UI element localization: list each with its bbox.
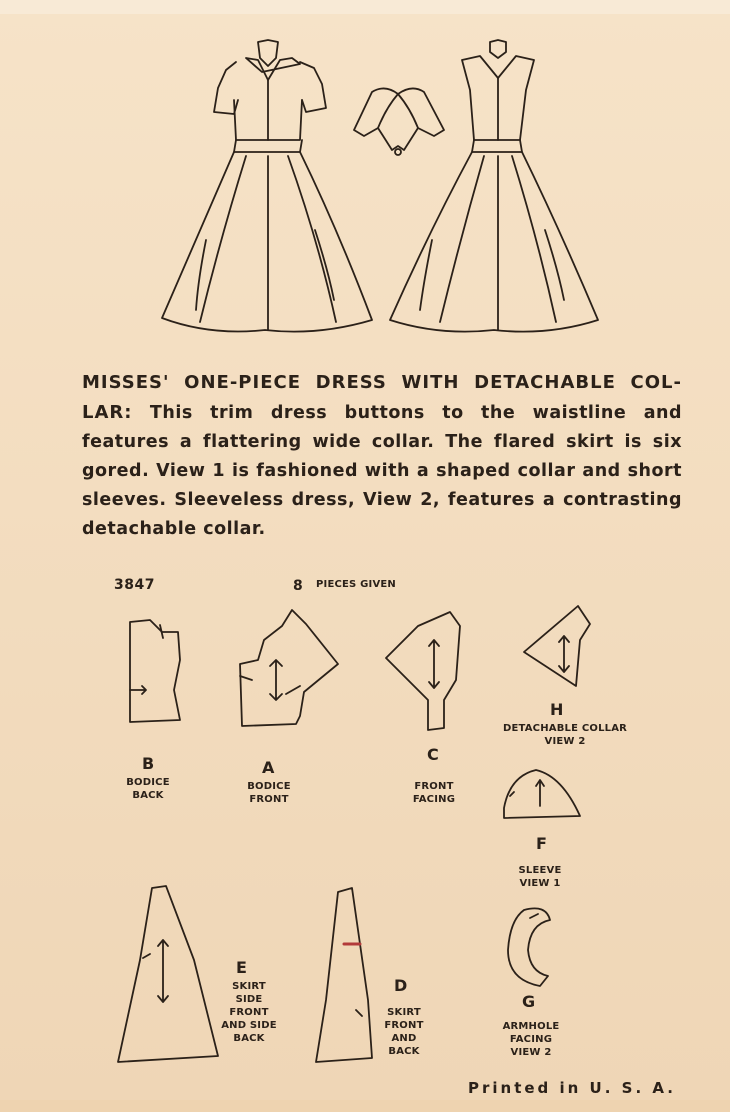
piece-f-letter: F (536, 834, 547, 853)
pieces-given-label: PIECES GIVEN (316, 579, 397, 590)
piece-e-letter: E (236, 958, 247, 977)
piece-b-shape (130, 620, 180, 722)
piece-g-shape (508, 908, 550, 986)
dress-view-2-illustration (390, 40, 598, 332)
description-lead: MISSES' ONE-PIECE DRESS WITH DETACHABLE COL-LAR: (82, 372, 682, 423)
piece-c-shape (386, 612, 460, 730)
piece-d-shape (316, 888, 372, 1062)
piece-e-shape (118, 886, 218, 1062)
piece-a-name: BODICE FRONT (247, 781, 291, 805)
piece-h-letter: H (550, 700, 564, 719)
pieces-count: 8 (293, 578, 304, 594)
piece-d-name: SKIRT FRONT AND BACK (384, 1007, 424, 1057)
piece-c-name: FRONT FACING (412, 781, 456, 805)
pattern-number: 3847 (114, 577, 155, 593)
piece-c-letter: C (427, 745, 439, 764)
printed-in-usa: Printed in U. S. A. (468, 1079, 676, 1097)
piece-g-name: ARMHOLE FACING VIEW 2 (502, 1021, 560, 1058)
pattern-description (82, 368, 682, 544)
dress-view-1-illustration (162, 40, 372, 332)
piece-g-letter: G (522, 992, 536, 1011)
piece-h-name: DETACHABLE COLLAR VIEW 2 (502, 723, 628, 747)
piece-a-shape (240, 610, 338, 726)
piece-f-name: SLEEVE VIEW 1 (518, 865, 562, 889)
detachable-collar-illustration (354, 88, 444, 155)
piece-d-letter: D (394, 976, 408, 995)
description-body: This trim dress buttons to the waistline and features a flattering wide collar. The flared skirt is six gored. View 1 is fashioned with a shaped collar and short sleeves. Sleeveless dress, View 2, features a contrasting detachable collar. (82, 403, 682, 539)
piece-b-letter: B (142, 754, 155, 773)
piece-h-shape (524, 606, 590, 686)
piece-e-name: SKIRT SIDE FRONT AND SIDE BACK (221, 981, 277, 1044)
piece-f-shape (504, 770, 580, 818)
piece-b-name: BODICE BACK (126, 777, 170, 801)
piece-a-letter: A (262, 758, 275, 777)
